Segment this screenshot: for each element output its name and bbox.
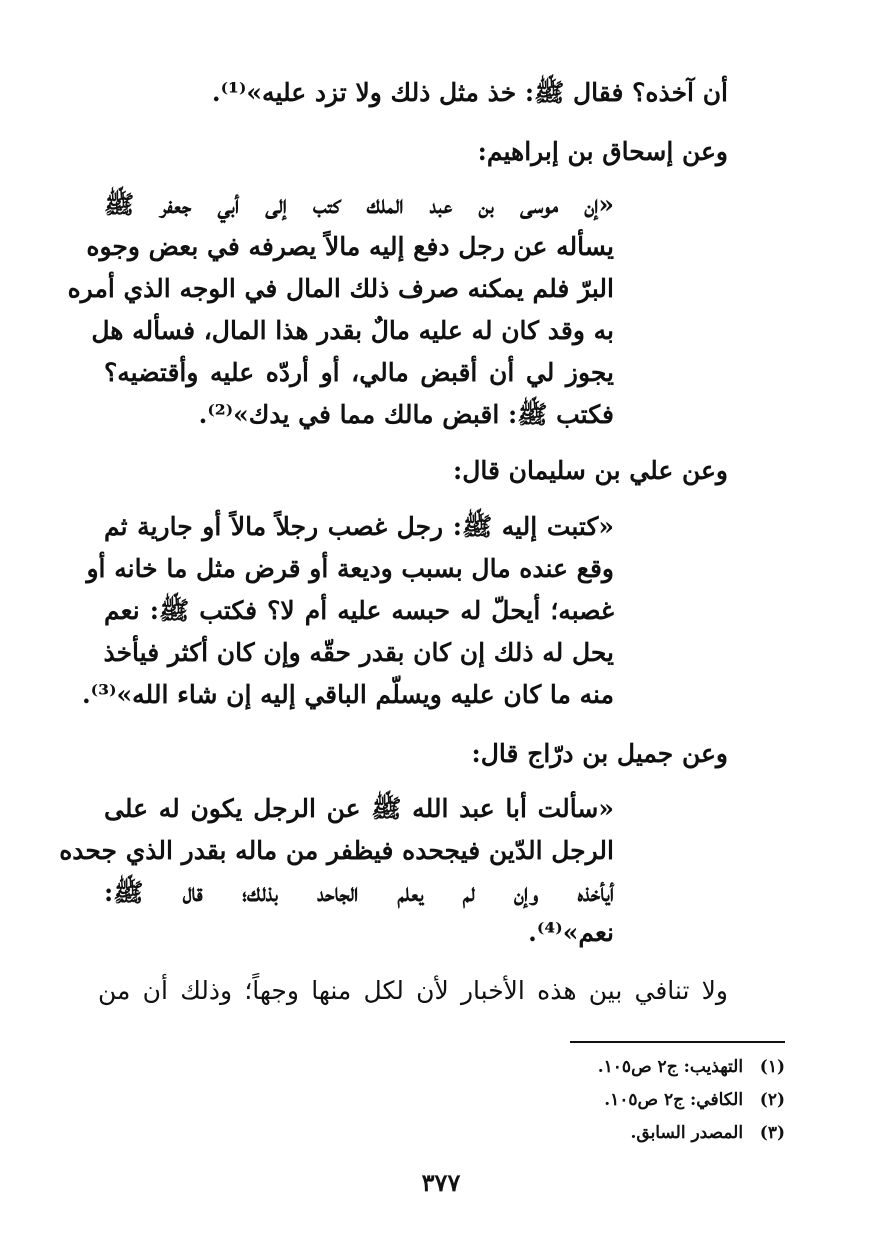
quote-line-11: منه ما كان عليه ويسلّم الباقي إليه إن شاء الله»⁽³⁾. <box>81 680 614 709</box>
quote-line-8: وقع عنده مال بسبب وديعة أو قرض مثل ما خانه أو <box>86 554 614 583</box>
page-number: ٣٧٧ <box>421 1168 461 1197</box>
quote-line-15: نعم»⁽⁴⁾. <box>528 918 614 947</box>
paragraph-line: ولا تنافي بين هذه الأخبار لأن لكل منها وجهاً؛ وذلك أن من <box>98 976 728 1005</box>
quote-line-1: «إن موسى بن عبد الملك كتب إلى أبي جعفر ﷺ <box>104 190 614 219</box>
section-heading-jamil: وعن جميل بن درّاج قال: <box>471 739 728 768</box>
section-heading-ishaq: وعن إسحاق بن إبراهيم: <box>477 137 728 166</box>
quote-line-2: يسأله عن رجل دفع إليه مالاً يصرفه في بعض وجوه <box>86 232 614 261</box>
quote-line-13: الرجل الدّين فيجحده فيظفر من ماله بقدر الذي جحده <box>59 836 614 865</box>
footnote-number: (١) <box>759 1057 785 1077</box>
footnote-text: الكافي: ج٢ ص١٠٥. <box>604 1090 744 1110</box>
quote-line-10: يحل له ذلك إن كان بقدر حقّه وإن كان أكثر فيأخذ <box>103 638 614 667</box>
section-heading-ali: وعن علي بن سليمان قال: <box>452 456 728 485</box>
footnote-number: (٣) <box>759 1123 785 1143</box>
quote-line-12: «سألت أبا عبد الله ﷺ عن الرجل يكون له على <box>104 794 614 823</box>
quote-line-7: «كتبت إليه ﷺ: رجل غصب رجلاً مالاً أو جارية ثم <box>104 512 614 541</box>
quote-line-4: به وقد كان له عليه مالٌ بقدر هذا المال، فسأله هل <box>91 316 614 345</box>
footnote-2 <box>465 1089 785 1111</box>
footnote-text: المصدر السابق. <box>630 1123 744 1143</box>
quote-line-14: أيأخذه وإن لم يعلم الجاحد بذلك؛ قال ﷺ: <box>104 878 614 907</box>
footnote-text: التهذيب: ج٢ ص١٠٥. <box>597 1057 744 1077</box>
footnote-1 <box>465 1056 785 1078</box>
footnote-divider <box>570 1041 785 1043</box>
footnote-3 <box>465 1122 785 1144</box>
quote-line-3: البرّ فلم يمكنه صرف ذلك المال في الوجه الذي أمره <box>67 274 614 303</box>
text-line-1: أن آخذه؟ فقال ﷺ: خذ مثل ذلك ولا تزد عليه»⁽¹⁾. <box>211 78 728 107</box>
footnote-number: (٢) <box>759 1090 785 1110</box>
quote-line-9: غصبه؛ أيحلّ له حبسه عليه أم لا؟ فكتب ﷺ: نعم <box>104 596 614 625</box>
quote-line-5: يجوز لي أن أقبض مالي، أو أردّه عليه وأقتضيه؟ <box>104 358 614 387</box>
quote-line-6: فكتب ﷺ: اقبض مالك مما في يدك»⁽²⁾. <box>198 400 614 429</box>
